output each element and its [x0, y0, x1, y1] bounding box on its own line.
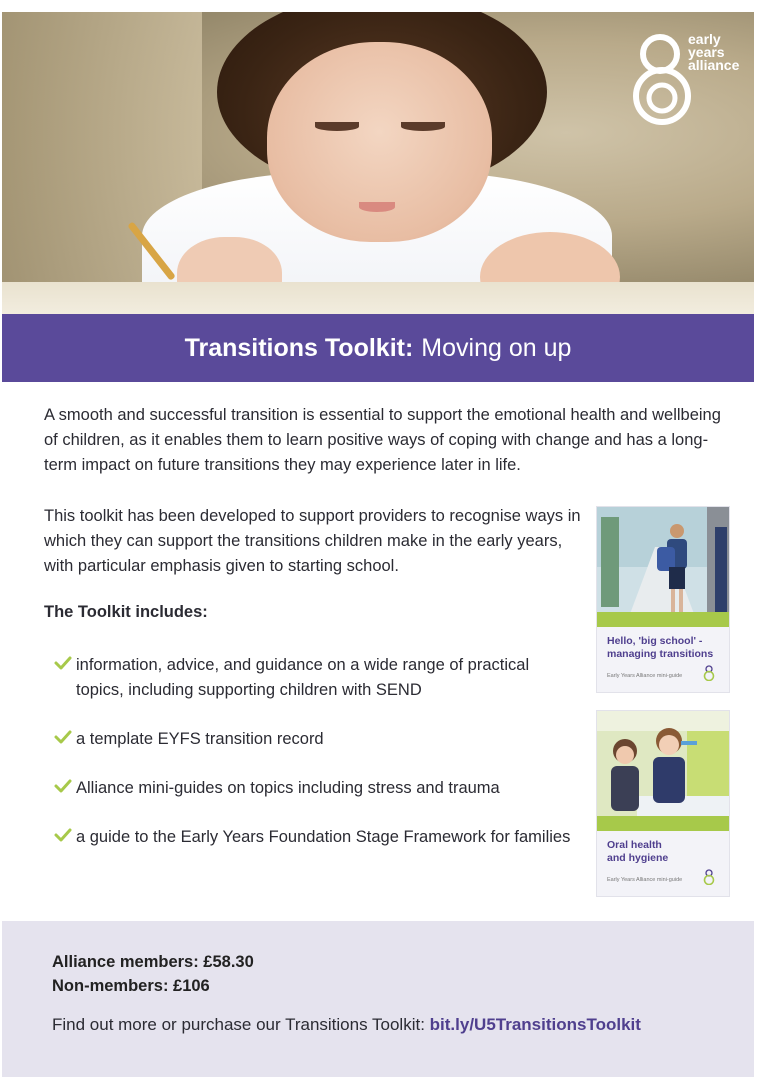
non-member-price: Non-members: £106 [52, 977, 210, 995]
list-item-text: a template EYFS transition record [76, 730, 324, 748]
cover-accent-stripe [597, 622, 729, 627]
purchase-cta [52, 1015, 641, 1035]
list-item-text: a guide to the Early Years Foundation Stage Framework for families [76, 828, 571, 846]
cover-photo-children-brushing-teeth [597, 711, 729, 826]
check-icon [50, 655, 76, 671]
cover-logo-icon [703, 869, 719, 885]
list-item [50, 776, 580, 801]
logo-word: years [688, 44, 725, 60]
check-icon [50, 778, 76, 794]
list-item-text: Alliance mini-guides on topics including stress and trauma [76, 779, 500, 797]
list-item [50, 727, 580, 752]
check-icon [50, 729, 76, 745]
logo-word: alliance [688, 57, 740, 73]
pricing-footer [2, 921, 754, 1077]
title-banner [2, 314, 754, 382]
logo-word: early [688, 31, 721, 47]
child-eye-right [401, 122, 445, 131]
child-face [267, 42, 492, 242]
cover-subtitle: Early Years Alliance mini-guide [607, 877, 683, 883]
cover-title: Oral health and hygiene [607, 839, 669, 864]
cover-subtitle: Early Years Alliance mini-guide [607, 673, 683, 679]
list-item-text: information, advice, and guidance on a wide range of practical topics, including supporting children with SEND [76, 656, 530, 699]
member-price: Alliance members: £58.30 [52, 953, 254, 971]
page-title-rest: Moving on up [421, 333, 572, 362]
cover-accent-stripe [597, 826, 729, 831]
cover-photo-school-corridor [597, 507, 729, 622]
includes-heading: The Toolkit includes: [44, 603, 208, 621]
cover-title: Hello, 'big school' - managing transitions [607, 635, 714, 660]
table [2, 282, 754, 314]
check-icon [50, 827, 76, 843]
list-item [50, 825, 580, 850]
list-item [50, 653, 580, 703]
includes-list [50, 653, 580, 850]
mini-guide-cover-transitions [597, 507, 729, 692]
toolkit-link[interactable]: bit.ly/U5TransitionsToolkit [429, 1015, 641, 1034]
page-title-bold: Transitions Toolkit: [184, 333, 414, 362]
cta-text: Find out more or purchase our Transitions Toolkit: [52, 1015, 425, 1034]
intro-paragraph: A smooth and successful transition is essential to support the emotional health and wellbeing of children, as it enables them to learn positive ways of coping with change and has a long-term impact on future transitions they may experience later in life. [44, 406, 721, 474]
mini-guide-cover-oral-health [597, 711, 729, 896]
toolkit-description: This toolkit has been developed to support providers to recognise ways in which they can support the transitions children make in the early years, with particular emphasis given to starting school. [44, 507, 581, 575]
child-mouth [359, 202, 395, 212]
child-eye-left [315, 122, 359, 131]
logo-wordmark [688, 33, 739, 72]
cover-logo-icon [703, 665, 719, 681]
